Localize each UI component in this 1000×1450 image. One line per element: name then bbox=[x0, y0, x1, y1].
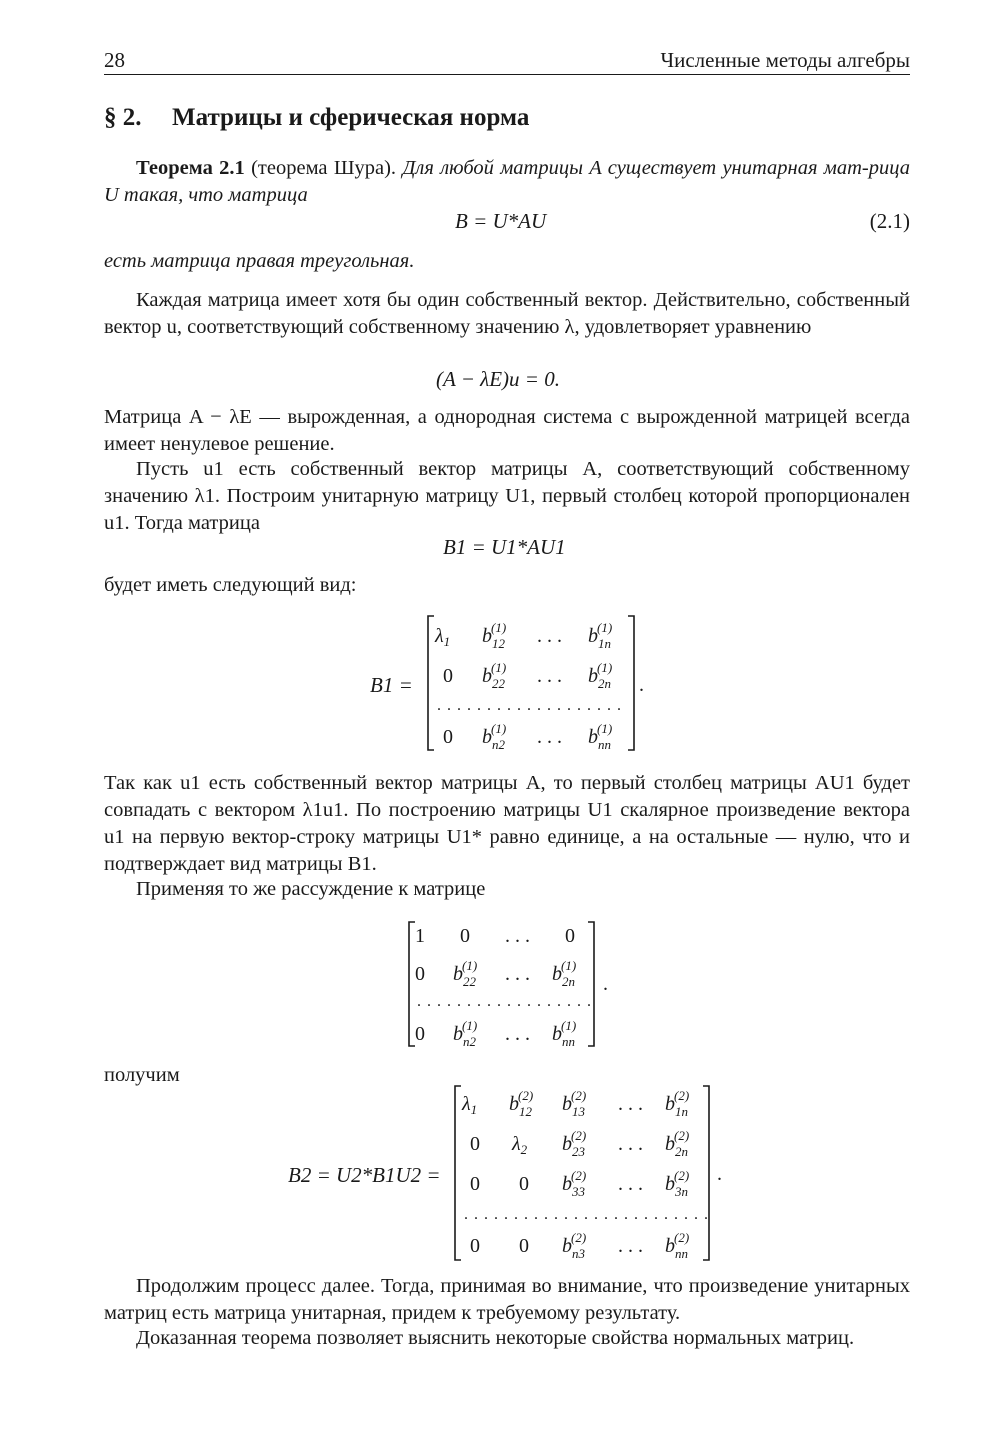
svg-text:0: 0 bbox=[565, 925, 575, 947]
svg-text:. . .: . . . bbox=[505, 963, 530, 985]
equation-eigen: (A − λE)u = 0. bbox=[436, 367, 560, 391]
svg-text:b12(1): $b_{12}(1)$ bbox=[482, 620, 507, 651]
paragraph-eigenvector: Каждая матрица имеет хотя бы один собственный вектор. Действительно, собственный вектор u, соответствующий собственному значению λ, удовлетворяет уравнению bbox=[104, 289, 910, 338]
svg-text:. . .: . . . bbox=[537, 665, 562, 687]
svg-text:b12(2): $b_{12}(2)$ bbox=[509, 1088, 534, 1119]
paragraph-construction: Пусть u1 есть собственный вектор матрицы A, соответствующий собственному значению λ1. Построим унитарную матрицу U1, первый столбец которой пропорционален u1. Тогда матрица bbox=[104, 458, 910, 534]
svg-text:. . .: . . . bbox=[618, 1093, 643, 1115]
svg-text:0: 0 bbox=[470, 1133, 480, 1155]
svg-text:. . . . . . . . . . . . . . .: . . . . . . . . . . . . . . . . . . bbox=[417, 993, 592, 1010]
svg-text:0: 0 bbox=[470, 1173, 480, 1195]
svg-text:0: 0 bbox=[443, 665, 453, 687]
matrix-b1 bbox=[425, 612, 655, 754]
theorem-conclusion: есть матрица правая треугольная. bbox=[104, 250, 415, 272]
theorem-text: Для любой матрицы A существует унитарная мат-рица U такая, что матрица bbox=[104, 157, 911, 206]
svg-text:b23(2): $b_{23}(2)$ bbox=[562, 1128, 587, 1159]
paragraph-obtain: получим bbox=[104, 1064, 180, 1086]
paragraph-explanation: Так как u1 есть собственный вектор матрицы A, то первый столбец матрицы AU1 будет совпадать с вектором λ1u1. По построению матрицы U1 скалярное произведение вектора u1 на первую вектор-строку матрицы U1* равно единице, а на остальные — нулю, что и подтверждает вид матрицы B1. bbox=[104, 772, 910, 875]
svg-text:λ1: $\lambda_1$ bbox=[435, 625, 451, 649]
svg-text:b3n(2): $b_{3n}(2)$ bbox=[665, 1168, 690, 1199]
svg-text:. . . . . . . . . . . . . . .: . . . . . . . . . . . . . . . . . . . . . . . . . bbox=[464, 1206, 709, 1223]
svg-text:. . . . . . . . . . . . . . .: . . . . . . . . . . . . . . . . . . . bbox=[437, 697, 622, 714]
svg-text:. . .: . . . bbox=[505, 1023, 530, 1045]
svg-text:λ1: $\lambda_1$ bbox=[462, 1093, 478, 1117]
svg-text:b13(2): $b_{13}(2)$ bbox=[562, 1088, 587, 1119]
paragraph-form: будет иметь следующий вид: bbox=[104, 574, 357, 596]
paragraph-apply: Применяя то же рассуждение к матрице bbox=[136, 878, 486, 900]
svg-text:. . .: . . . bbox=[505, 925, 530, 947]
running-title: Численные методы алгебры bbox=[660, 48, 910, 72]
paragraph-continue: Продолжим процесс далее. Тогда, принимая во внимание, что произведение унитарных матриц есть матрица унитарная, придем к требуемому результату. bbox=[104, 1275, 910, 1324]
matrix-b1-lhs: B1 = bbox=[370, 673, 413, 697]
svg-text:. . .: . . . bbox=[618, 1173, 643, 1195]
svg-text:. . .: . . . bbox=[618, 1235, 643, 1257]
theorem-attribution: (теорема Шура). bbox=[251, 157, 397, 179]
theorem-label: Теорема 2.1 bbox=[136, 157, 245, 179]
svg-text:0: 0 bbox=[415, 963, 425, 985]
svg-text:0: 0 bbox=[519, 1173, 529, 1195]
svg-text:b22(1): $b_{22}(1)$ bbox=[453, 958, 478, 989]
svg-text:b2n(2): $b_{2n}(2)$ bbox=[665, 1128, 690, 1159]
formula-number: (2.1) bbox=[869, 209, 910, 233]
svg-text:λ2: $\lambda_2$ bbox=[512, 1133, 528, 1157]
svg-text:. . .: . . . bbox=[618, 1133, 643, 1155]
svg-text:bn2(1): $b_{n2}(1)$ bbox=[482, 721, 507, 752]
section-title: Матрицы и сферическая норма bbox=[172, 104, 530, 131]
svg-text:b1n(1): $b_{1n}(1)$ bbox=[588, 620, 613, 651]
svg-text:0: 0 bbox=[443, 726, 453, 748]
svg-text:. . .: . . . bbox=[537, 625, 562, 647]
svg-text:bn3(2): $b_{n3}(2)$ bbox=[562, 1230, 587, 1261]
svg-text:bnn(2): $b_{nn}(2)$ bbox=[665, 1230, 690, 1261]
svg-text:1: 1 bbox=[415, 925, 425, 947]
svg-text:b2n(1): $b_{2n}(1)$ bbox=[552, 958, 577, 989]
running-header bbox=[104, 44, 910, 75]
svg-text:.: . bbox=[717, 1163, 722, 1185]
equation-b1: B1 = U1*AU1 bbox=[443, 535, 566, 559]
paragraph-degenerate: Матрица A − λE — вырожденная, а однородная система с вырожденной матрицей всегда имеет ненулевое решение. bbox=[104, 406, 910, 455]
svg-text:.: . bbox=[639, 674, 644, 696]
svg-text:bn2(1): $b_{n2}(1)$ bbox=[453, 1018, 478, 1049]
matrix-reduced bbox=[405, 918, 625, 1050]
svg-text:. . .: . . . bbox=[537, 726, 562, 748]
svg-text:b2n(1): $b_{2n}(1)$ bbox=[588, 660, 613, 691]
svg-text:.: . bbox=[603, 973, 608, 995]
svg-text:0: 0 bbox=[460, 925, 470, 947]
svg-text:bnn(1): $b_{nn}(1)$ bbox=[588, 721, 613, 752]
svg-text:b1n(2): $b_{1n}(2)$ bbox=[665, 1088, 690, 1119]
paragraph-normal-matrices: Доказанная теорема позволяет выяснить некоторые свойства нормальных матриц. bbox=[136, 1327, 855, 1349]
svg-text:bnn(1): $b_{nn}(1)$ bbox=[552, 1018, 577, 1049]
section-number: § 2. bbox=[104, 104, 142, 131]
page-number: 28 bbox=[104, 48, 125, 72]
matrix-b2 bbox=[452, 1082, 742, 1264]
svg-text:0: 0 bbox=[415, 1023, 425, 1045]
svg-text:0: 0 bbox=[519, 1235, 529, 1257]
theorem-statement bbox=[104, 155, 910, 209]
svg-text:b22(1): $b_{22}(1)$ bbox=[482, 660, 507, 691]
svg-text:b33(2): $b_{33}(2)$ bbox=[562, 1168, 587, 1199]
section-heading bbox=[104, 104, 529, 132]
matrix-b2-lhs: B2 = U2*B1U2 = bbox=[288, 1163, 441, 1187]
formula-2-1: B = U*AU bbox=[455, 209, 547, 233]
svg-text:0: 0 bbox=[470, 1235, 480, 1257]
